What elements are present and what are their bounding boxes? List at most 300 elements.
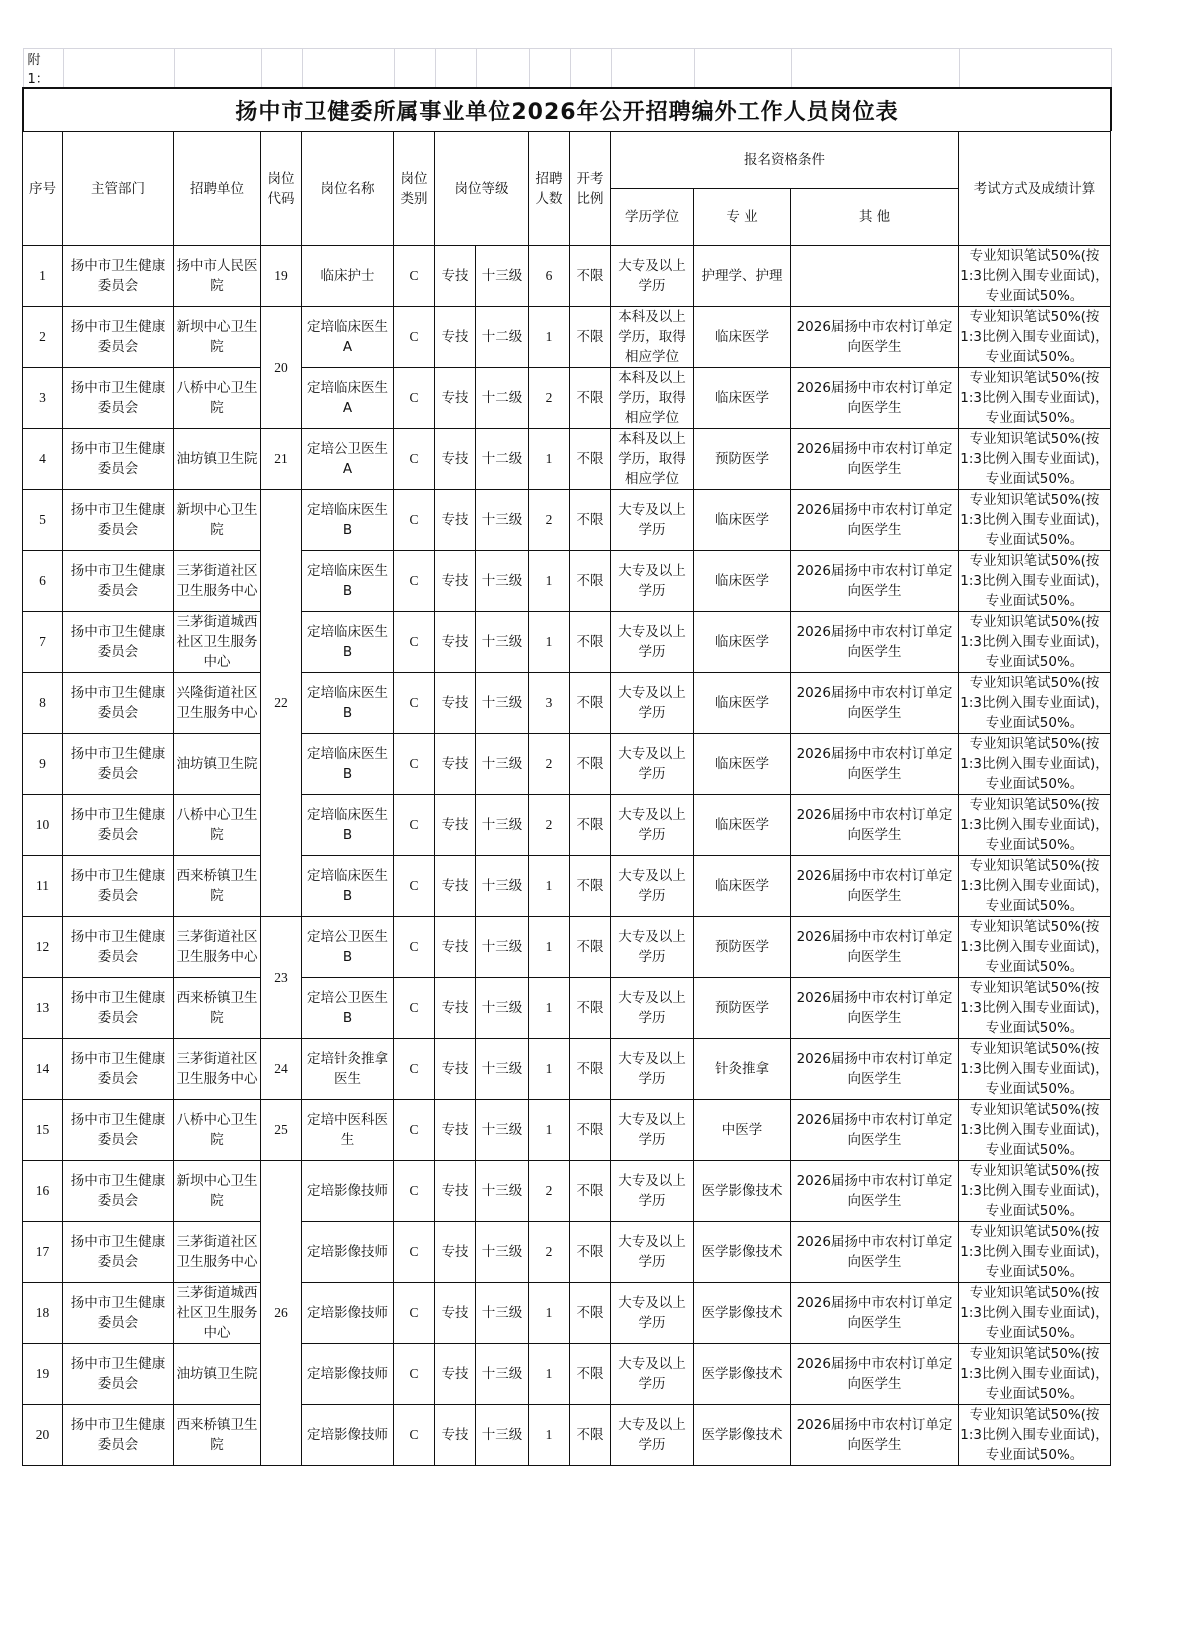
other-cell: 2026届扬中市农村订单定向医学生 (791, 1222, 959, 1283)
position-cell: 定培针灸推拿医生 (302, 1039, 394, 1100)
major-cell: 临床医学 (694, 673, 791, 734)
type-cell: 专技 (435, 612, 476, 673)
type-cell: 专技 (435, 1222, 476, 1283)
seq-cell: 4 (23, 429, 63, 490)
header-education: 学历学位 (611, 189, 694, 246)
major-cell: 临床医学 (694, 734, 791, 795)
exam-cell: 专业知识笔试50%(按1:3比例入围专业面试)，专业面试50%。 (959, 429, 1111, 490)
category-cell: C (394, 368, 435, 429)
education-cell: 大专及以上学历 (611, 917, 694, 978)
count-cell: 1 (529, 1283, 570, 1344)
ratio-cell: 不限 (570, 551, 611, 612)
unit-cell: 西来桥镇卫生院 (174, 1405, 261, 1466)
table-row (23, 307, 1111, 368)
seq-cell: 6 (23, 551, 63, 612)
type-cell: 专技 (435, 429, 476, 490)
unit-cell: 新坝中心卫生院 (174, 1161, 261, 1222)
title-row (23, 88, 1111, 131)
category-cell: C (394, 1039, 435, 1100)
department-cell: 扬中市卫生健康委员会 (63, 429, 174, 490)
unit-cell: 八桥中心卫生院 (174, 1100, 261, 1161)
department-cell: 扬中市卫生健康委员会 (63, 1039, 174, 1100)
ratio-cell: 不限 (570, 1161, 611, 1222)
major-cell: 医学影像技术 (694, 1222, 791, 1283)
other-cell: 2026届扬中市农村订单定向医学生 (791, 368, 959, 429)
table-body (23, 246, 1111, 1466)
seq-cell: 8 (23, 673, 63, 734)
type-cell: 专技 (435, 1039, 476, 1100)
count-cell: 1 (529, 978, 570, 1039)
count-cell: 1 (529, 429, 570, 490)
type-cell: 专技 (435, 490, 476, 551)
education-cell: 大专及以上学历 (611, 246, 694, 307)
unit-cell: 油坊镇卫生院 (174, 734, 261, 795)
unit-cell: 油坊镇卫生院 (174, 1344, 261, 1405)
grade-cell: 十三级 (476, 1039, 529, 1100)
table-row (23, 856, 1111, 917)
unit-cell: 八桥中心卫生院 (174, 368, 261, 429)
exam-cell: 专业知识笔试50%(按1:3比例入围专业面试)，专业面试50%。 (959, 856, 1111, 917)
ratio-cell: 不限 (570, 612, 611, 673)
ratio-cell: 不限 (570, 246, 611, 307)
grade-cell: 十三级 (476, 795, 529, 856)
category-cell: C (394, 1405, 435, 1466)
position-cell: 定培中医科医生 (302, 1100, 394, 1161)
type-cell: 专技 (435, 673, 476, 734)
category-cell: C (394, 490, 435, 551)
position-cell: 定培临床医生A (302, 368, 394, 429)
category-cell: C (394, 795, 435, 856)
major-cell: 中医学 (694, 1100, 791, 1161)
code-cell: 22 (261, 490, 302, 917)
header-seq: 序号 (23, 132, 63, 246)
count-cell: 2 (529, 368, 570, 429)
position-cell: 临床护士 (302, 246, 394, 307)
other-cell: 2026届扬中市农村订单定向医学生 (791, 734, 959, 795)
unit-cell: 三茅街道城西社区卫生服务中心 (174, 612, 261, 673)
exam-cell: 专业知识笔试50%(按1:3比例入围专业面试)，专业面试50%。 (959, 1161, 1111, 1222)
grade-cell: 十三级 (476, 917, 529, 978)
grade-cell: 十三级 (476, 673, 529, 734)
category-cell: C (394, 1161, 435, 1222)
position-cell: 定培临床医生B (302, 612, 394, 673)
ratio-cell: 不限 (570, 734, 611, 795)
seq-cell: 3 (23, 368, 63, 429)
unit-cell: 兴隆街道社区卫生服务中心 (174, 673, 261, 734)
header-department: 主管部门 (63, 132, 174, 246)
count-cell: 1 (529, 551, 570, 612)
other-cell: 2026届扬中市农村订单定向医学生 (791, 1161, 959, 1222)
other-cell: 2026届扬中市农村订单定向医学生 (791, 1405, 959, 1466)
grade-cell: 十三级 (476, 978, 529, 1039)
grade-cell: 十三级 (476, 612, 529, 673)
type-cell: 专技 (435, 1344, 476, 1405)
seq-cell: 15 (23, 1100, 63, 1161)
grade-cell: 十三级 (476, 734, 529, 795)
major-cell: 医学影像技术 (694, 1283, 791, 1344)
table-row (23, 1405, 1111, 1466)
other-cell: 2026届扬中市农村订单定向医学生 (791, 490, 959, 551)
header-other: 其 他 (791, 189, 959, 246)
position-cell: 定培临床医生B (302, 490, 394, 551)
exam-cell: 专业知识笔试50%(按1:3比例入围专业面试)，专业面试50%。 (959, 246, 1111, 307)
header-major: 专 业 (694, 189, 791, 246)
count-cell: 1 (529, 917, 570, 978)
position-cell: 定培临床医生B (302, 551, 394, 612)
major-cell: 医学影像技术 (694, 1161, 791, 1222)
education-cell: 本科及以上学历，取得相应学位 (611, 429, 694, 490)
major-cell: 预防医学 (694, 429, 791, 490)
education-cell: 大专及以上学历 (611, 551, 694, 612)
table-row (23, 1283, 1111, 1344)
document-title: 扬中市卫健委所属事业单位2026年公开招聘编外工作人员岗位表 (23, 88, 1111, 131)
grade-cell: 十三级 (476, 551, 529, 612)
category-cell: C (394, 246, 435, 307)
ratio-cell: 不限 (570, 1405, 611, 1466)
other-cell: 2026届扬中市农村订单定向医学生 (791, 1039, 959, 1100)
other-cell: 2026届扬中市农村订单定向医学生 (791, 429, 959, 490)
exam-cell: 专业知识笔试50%(按1:3比例入围专业面试)，专业面试50%。 (959, 978, 1111, 1039)
category-cell: C (394, 429, 435, 490)
unit-cell: 三茅街道城西社区卫生服务中心 (174, 1283, 261, 1344)
major-cell: 临床医学 (694, 856, 791, 917)
position-cell: 定培影像技师 (302, 1283, 394, 1344)
education-cell: 大专及以上学历 (611, 1222, 694, 1283)
grade-cell: 十二级 (476, 429, 529, 490)
other-cell: 2026届扬中市农村订单定向医学生 (791, 856, 959, 917)
major-cell: 预防医学 (694, 917, 791, 978)
other-cell: 2026届扬中市农村订单定向医学生 (791, 307, 959, 368)
ratio-cell: 不限 (570, 429, 611, 490)
ratio-cell: 不限 (570, 978, 611, 1039)
grade-cell: 十三级 (476, 1344, 529, 1405)
exam-cell: 专业知识笔试50%(按1:3比例入围专业面试)，专业面试50%。 (959, 1222, 1111, 1283)
department-cell: 扬中市卫生健康委员会 (63, 246, 174, 307)
header-exam: 考试方式及成绩计算 (959, 132, 1111, 246)
seq-cell: 5 (23, 490, 63, 551)
table-row (23, 429, 1111, 490)
header-ratio: 开考比例 (570, 132, 611, 246)
major-cell: 预防医学 (694, 978, 791, 1039)
count-cell: 1 (529, 1100, 570, 1161)
ratio-cell: 不限 (570, 490, 611, 551)
type-cell: 专技 (435, 1283, 476, 1344)
major-cell: 医学影像技术 (694, 1344, 791, 1405)
ratio-cell: 不限 (570, 368, 611, 429)
exam-cell: 专业知识笔试50%(按1:3比例入围专业面试)，专业面试50%。 (959, 307, 1111, 368)
unit-cell: 新坝中心卫生院 (174, 490, 261, 551)
count-cell: 1 (529, 856, 570, 917)
seq-cell: 17 (23, 1222, 63, 1283)
table-row (23, 1039, 1111, 1100)
department-cell: 扬中市卫生健康委员会 (63, 917, 174, 978)
department-cell: 扬中市卫生健康委员会 (63, 978, 174, 1039)
attachment-row (23, 49, 1111, 89)
seq-cell: 13 (23, 978, 63, 1039)
count-cell: 1 (529, 1039, 570, 1100)
count-cell: 2 (529, 795, 570, 856)
position-cell: 定培临床医生B (302, 734, 394, 795)
table-row (23, 1222, 1111, 1283)
seq-cell: 20 (23, 1405, 63, 1466)
exam-cell: 专业知识笔试50%(按1:3比例入围专业面试)，专业面试50%。 (959, 1039, 1111, 1100)
category-cell: C (394, 1283, 435, 1344)
position-cell: 定培公卫医生B (302, 978, 394, 1039)
code-cell: 24 (261, 1039, 302, 1100)
major-cell: 临床医学 (694, 490, 791, 551)
exam-cell: 专业知识笔试50%(按1:3比例入围专业面试)，专业面试50%。 (959, 795, 1111, 856)
code-cell: 19 (261, 246, 302, 307)
position-cell: 定培公卫医生B (302, 917, 394, 978)
ratio-cell: 不限 (570, 1039, 611, 1100)
type-cell: 专技 (435, 734, 476, 795)
exam-cell: 专业知识笔试50%(按1:3比例入围专业面试)，专业面试50%。 (959, 734, 1111, 795)
code-cell: 20 (261, 307, 302, 429)
table-row (23, 1344, 1111, 1405)
table-row (23, 917, 1111, 978)
exam-cell: 专业知识笔试50%(按1:3比例入围专业面试)，专业面试50%。 (959, 368, 1111, 429)
position-grid (22, 131, 1111, 1466)
table-row (23, 1100, 1111, 1161)
category-cell: C (394, 917, 435, 978)
count-cell: 1 (529, 612, 570, 673)
table-row (23, 368, 1111, 429)
department-cell: 扬中市卫生健康委员会 (63, 1161, 174, 1222)
seq-cell: 14 (23, 1039, 63, 1100)
department-cell: 扬中市卫生健康委员会 (63, 490, 174, 551)
category-cell: C (394, 551, 435, 612)
seq-cell: 1 (23, 246, 63, 307)
other-cell: 2026届扬中市农村订单定向医学生 (791, 917, 959, 978)
education-cell: 大专及以上学历 (611, 490, 694, 551)
education-cell: 大专及以上学历 (611, 795, 694, 856)
ratio-cell: 不限 (570, 673, 611, 734)
table-row (23, 1161, 1111, 1222)
education-cell: 大专及以上学历 (611, 612, 694, 673)
major-cell: 临床医学 (694, 368, 791, 429)
grade-cell: 十二级 (476, 307, 529, 368)
department-cell: 扬中市卫生健康委员会 (63, 795, 174, 856)
header-grade: 岗位等级 (435, 132, 529, 246)
position-cell: 定培影像技师 (302, 1344, 394, 1405)
type-cell: 专技 (435, 1100, 476, 1161)
table-row (23, 734, 1111, 795)
header-position: 岗位名称 (302, 132, 394, 246)
code-cell: 25 (261, 1100, 302, 1161)
count-cell: 6 (529, 246, 570, 307)
major-cell: 针灸推拿 (694, 1039, 791, 1100)
department-cell: 扬中市卫生健康委员会 (63, 1344, 174, 1405)
category-cell: C (394, 307, 435, 368)
category-cell: C (394, 612, 435, 673)
type-cell: 专技 (435, 795, 476, 856)
header-code: 岗位代码 (261, 132, 302, 246)
exam-cell: 专业知识笔试50%(按1:3比例入围专业面试)，专业面试50%。 (959, 673, 1111, 734)
table-row (23, 246, 1111, 307)
header-row-1 (23, 132, 1111, 189)
category-cell: C (394, 856, 435, 917)
unit-cell: 八桥中心卫生院 (174, 795, 261, 856)
department-cell: 扬中市卫生健康委员会 (63, 1100, 174, 1161)
education-cell: 大专及以上学历 (611, 978, 694, 1039)
ratio-cell: 不限 (570, 1222, 611, 1283)
ratio-cell: 不限 (570, 1100, 611, 1161)
seq-cell: 11 (23, 856, 63, 917)
ratio-cell: 不限 (570, 1283, 611, 1344)
seq-cell: 16 (23, 1161, 63, 1222)
major-cell: 临床医学 (694, 795, 791, 856)
code-cell: 26 (261, 1161, 302, 1466)
major-cell: 临床医学 (694, 612, 791, 673)
department-cell: 扬中市卫生健康委员会 (63, 368, 174, 429)
education-cell: 大专及以上学历 (611, 1039, 694, 1100)
education-cell: 大专及以上学历 (611, 734, 694, 795)
category-cell: C (394, 673, 435, 734)
table-row (23, 978, 1111, 1039)
unit-cell: 西来桥镇卫生院 (174, 856, 261, 917)
count-cell: 2 (529, 1222, 570, 1283)
table-row (23, 612, 1111, 673)
position-cell: 定培临床医生A (302, 307, 394, 368)
other-cell: 2026届扬中市农村订单定向医学生 (791, 612, 959, 673)
grade-cell: 十三级 (476, 856, 529, 917)
department-cell: 扬中市卫生健康委员会 (63, 673, 174, 734)
seq-cell: 9 (23, 734, 63, 795)
grade-cell: 十三级 (476, 1405, 529, 1466)
exam-cell: 专业知识笔试50%(按1:3比例入围专业面试)，专业面试50%。 (959, 490, 1111, 551)
education-cell: 大专及以上学历 (611, 1100, 694, 1161)
header-unit: 招聘单位 (174, 132, 261, 246)
ratio-cell: 不限 (570, 917, 611, 978)
type-cell: 专技 (435, 307, 476, 368)
type-cell: 专技 (435, 917, 476, 978)
count-cell: 2 (529, 734, 570, 795)
grade-cell: 十三级 (476, 246, 529, 307)
type-cell: 专技 (435, 1161, 476, 1222)
department-cell: 扬中市卫生健康委员会 (63, 734, 174, 795)
other-cell: 2026届扬中市农村订单定向医学生 (791, 1344, 959, 1405)
position-cell: 定培临床医生B (302, 856, 394, 917)
grade-cell: 十三级 (476, 1222, 529, 1283)
education-cell: 大专及以上学历 (611, 1344, 694, 1405)
grade-cell: 十三级 (476, 490, 529, 551)
table-row (23, 673, 1111, 734)
exam-cell: 专业知识笔试50%(按1:3比例入围专业面试)，专业面试50%。 (959, 1405, 1111, 1466)
other-cell: 2026届扬中市农村订单定向医学生 (791, 1283, 959, 1344)
education-cell: 大专及以上学历 (611, 673, 694, 734)
other-cell: 2026届扬中市农村订单定向医学生 (791, 795, 959, 856)
type-cell: 专技 (435, 978, 476, 1039)
other-cell: 2026届扬中市农村订单定向医学生 (791, 673, 959, 734)
seq-cell: 19 (23, 1344, 63, 1405)
unit-cell: 三茅街道社区卫生服务中心 (174, 917, 261, 978)
other-cell: 2026届扬中市农村订单定向医学生 (791, 978, 959, 1039)
department-cell: 扬中市卫生健康委员会 (63, 551, 174, 612)
unit-cell: 新坝中心卫生院 (174, 307, 261, 368)
exam-cell: 专业知识笔试50%(按1:3比例入围专业面试)，专业面试50%。 (959, 1344, 1111, 1405)
department-cell: 扬中市卫生健康委员会 (63, 307, 174, 368)
grade-cell: 十三级 (476, 1161, 529, 1222)
recruitment-sheet (22, 48, 1110, 1466)
position-cell: 定培影像技师 (302, 1222, 394, 1283)
count-cell: 3 (529, 673, 570, 734)
category-cell: C (394, 1222, 435, 1283)
ratio-cell: 不限 (570, 795, 611, 856)
header-count: 招聘人数 (529, 132, 570, 246)
type-cell: 专技 (435, 1405, 476, 1466)
department-cell: 扬中市卫生健康委员会 (63, 856, 174, 917)
count-cell: 1 (529, 1405, 570, 1466)
education-cell: 本科及以上学历，取得相应学位 (611, 368, 694, 429)
code-cell: 21 (261, 429, 302, 490)
unit-cell: 扬中市人民医院 (174, 246, 261, 307)
department-cell: 扬中市卫生健康委员会 (63, 1405, 174, 1466)
type-cell: 专技 (435, 856, 476, 917)
grade-cell: 十三级 (476, 1100, 529, 1161)
position-table (22, 48, 1112, 131)
major-cell: 护理学、护理 (694, 246, 791, 307)
category-cell: C (394, 734, 435, 795)
category-cell: C (394, 1100, 435, 1161)
exam-cell: 专业知识笔试50%(按1:3比例入围专业面试)，专业面试50%。 (959, 612, 1111, 673)
grade-cell: 十三级 (476, 1283, 529, 1344)
unit-cell: 西来桥镇卫生院 (174, 978, 261, 1039)
other-cell: 2026届扬中市农村订单定向医学生 (791, 551, 959, 612)
seq-cell: 18 (23, 1283, 63, 1344)
ratio-cell: 不限 (570, 307, 611, 368)
education-cell: 大专及以上学历 (611, 856, 694, 917)
position-cell: 定培影像技师 (302, 1161, 394, 1222)
education-cell: 本科及以上学历，取得相应学位 (611, 307, 694, 368)
department-cell: 扬中市卫生健康委员会 (63, 612, 174, 673)
type-cell: 专技 (435, 368, 476, 429)
ratio-cell: 不限 (570, 856, 611, 917)
major-cell: 临床医学 (694, 307, 791, 368)
other-cell: 2026届扬中市农村订单定向医学生 (791, 1100, 959, 1161)
seq-cell: 10 (23, 795, 63, 856)
position-cell: 定培临床医生B (302, 795, 394, 856)
exam-cell: 专业知识笔试50%(按1:3比例入围专业面试)，专业面试50%。 (959, 917, 1111, 978)
category-cell: C (394, 1344, 435, 1405)
education-cell: 大专及以上学历 (611, 1283, 694, 1344)
count-cell: 1 (529, 1344, 570, 1405)
unit-cell: 三茅街道社区卫生服务中心 (174, 551, 261, 612)
major-cell: 临床医学 (694, 551, 791, 612)
exam-cell: 专业知识笔试50%(按1:3比例入围专业面试)，专业面试50%。 (959, 1283, 1111, 1344)
category-cell: C (394, 978, 435, 1039)
position-cell: 定培临床医生B (302, 673, 394, 734)
position-cell: 定培影像技师 (302, 1405, 394, 1466)
education-cell: 大专及以上学历 (611, 1405, 694, 1466)
attachment-label: 附1： (23, 49, 63, 89)
education-cell: 大专及以上学历 (611, 1161, 694, 1222)
exam-cell: 专业知识笔试50%(按1:3比例入围专业面试)，专业面试50%。 (959, 551, 1111, 612)
grade-cell: 十二级 (476, 368, 529, 429)
ratio-cell: 不限 (570, 1344, 611, 1405)
unit-cell: 三茅街道社区卫生服务中心 (174, 1039, 261, 1100)
major-cell: 医学影像技术 (694, 1405, 791, 1466)
position-cell: 定培公卫医生A (302, 429, 394, 490)
other-cell (791, 246, 959, 307)
type-cell: 专技 (435, 246, 476, 307)
unit-cell: 油坊镇卫生院 (174, 429, 261, 490)
table-row (23, 490, 1111, 551)
header-qualifications: 报名资格条件 (611, 132, 959, 189)
seq-cell: 2 (23, 307, 63, 368)
count-cell: 1 (529, 307, 570, 368)
table-row (23, 795, 1111, 856)
department-cell: 扬中市卫生健康委员会 (63, 1283, 174, 1344)
